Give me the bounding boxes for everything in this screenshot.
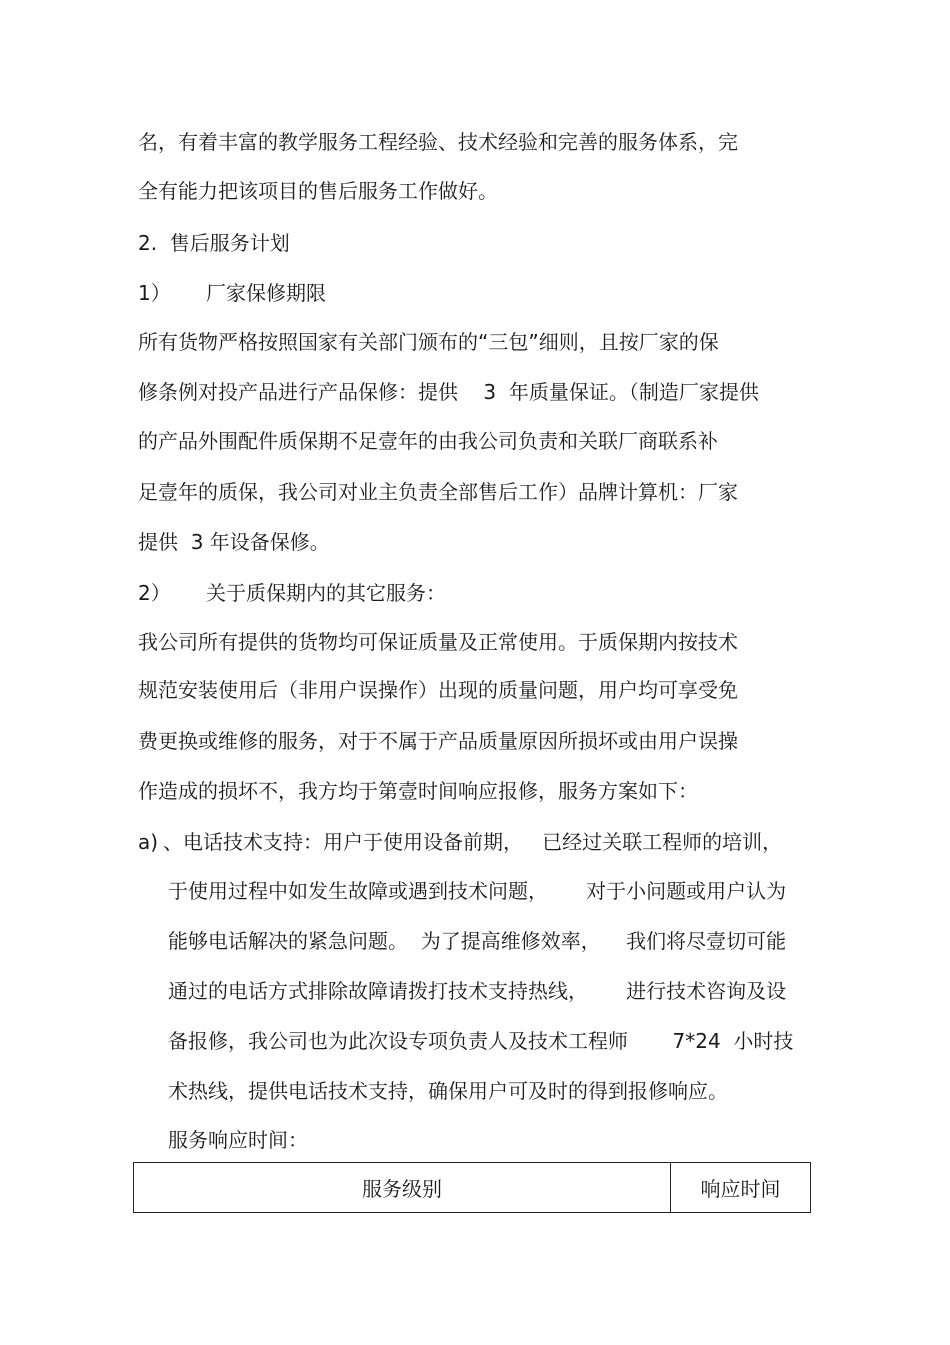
paragraph-line: 全有能力把该项目的售后服务工作做好。 (138, 179, 498, 203)
paragraph-line: 、电话技术支持：用户于使用设备前期， 已经过关联工程师的培训， (163, 830, 783, 854)
paragraph-line: 术热线，提供电话技术支持，确保用户可及时的得到报修响应。 (168, 1079, 728, 1103)
paragraph-line: 名，有着丰富的教学服务工程经验、技术经验和完善的服务体系，完 (138, 130, 738, 154)
section-heading: 2. 售后服务计划 (138, 231, 290, 255)
list-marker: a) (138, 830, 159, 854)
paragraph-line: 能够电话解决的紧急问题。 为了提高维修效率， 我们将尽壹切可能 (168, 929, 787, 953)
paragraph-line: 备报修，我公司也为此次设专项负责人及技术工程师 7*24 小时技 (168, 1029, 794, 1053)
paragraph-line: 的产品外围配件质保期不足壹年的由我公司负责和关联厂商联系补 (138, 429, 718, 453)
item-title: 厂家保修期限 (206, 281, 326, 305)
paragraph-line: 足壹年的质保，我公司对业主负责全部售后工作）品牌计算机：厂家 (138, 480, 738, 504)
paragraph-line: 修条例对投产品进行产品保修：提供 3 年质量保证。（制造厂家提供 (138, 380, 759, 404)
paragraph-line: 所有货物严格按照国家有关部门颁布的“三包”细则，且按厂家的保 (138, 330, 719, 354)
table-header-response-time: 响应时间 (700, 1177, 781, 1201)
paragraph-line: 规范安装使用后（非用户误操作）出现的质量问题，用户均可享受免 (138, 678, 738, 702)
service-table (133, 1162, 811, 1213)
paragraph-line: 提供 3 年设备保修。 (138, 530, 330, 554)
paragraph-line: 作造成的损坏不，我方均于第壹时间响应报修，服务方案如下： (138, 779, 698, 803)
list-marker: 2） (138, 581, 171, 605)
item-title: 关于质保期内的其它服务： (206, 581, 446, 605)
paragraph-line: 于使用过程中如发生故障或遇到技术问题， 对于小问题或用户认为 (168, 879, 787, 903)
response-time-label: 服务响应时间： (168, 1128, 308, 1152)
paragraph-line: 通过的电话方式排除故障请拨打技术支持热线， 进行技术咨询及设 (168, 979, 787, 1003)
table-header-service-level: 服务级别 (134, 1163, 671, 1212)
paragraph-line: 费更换或维修的服务，对于不属于产品质量原因所损坏或由用户误操 (138, 729, 738, 753)
list-marker: 1） (138, 281, 171, 305)
paragraph-line: 我公司所有提供的货物均可保证质量及正常使用。于质保期内按技术 (138, 630, 738, 654)
